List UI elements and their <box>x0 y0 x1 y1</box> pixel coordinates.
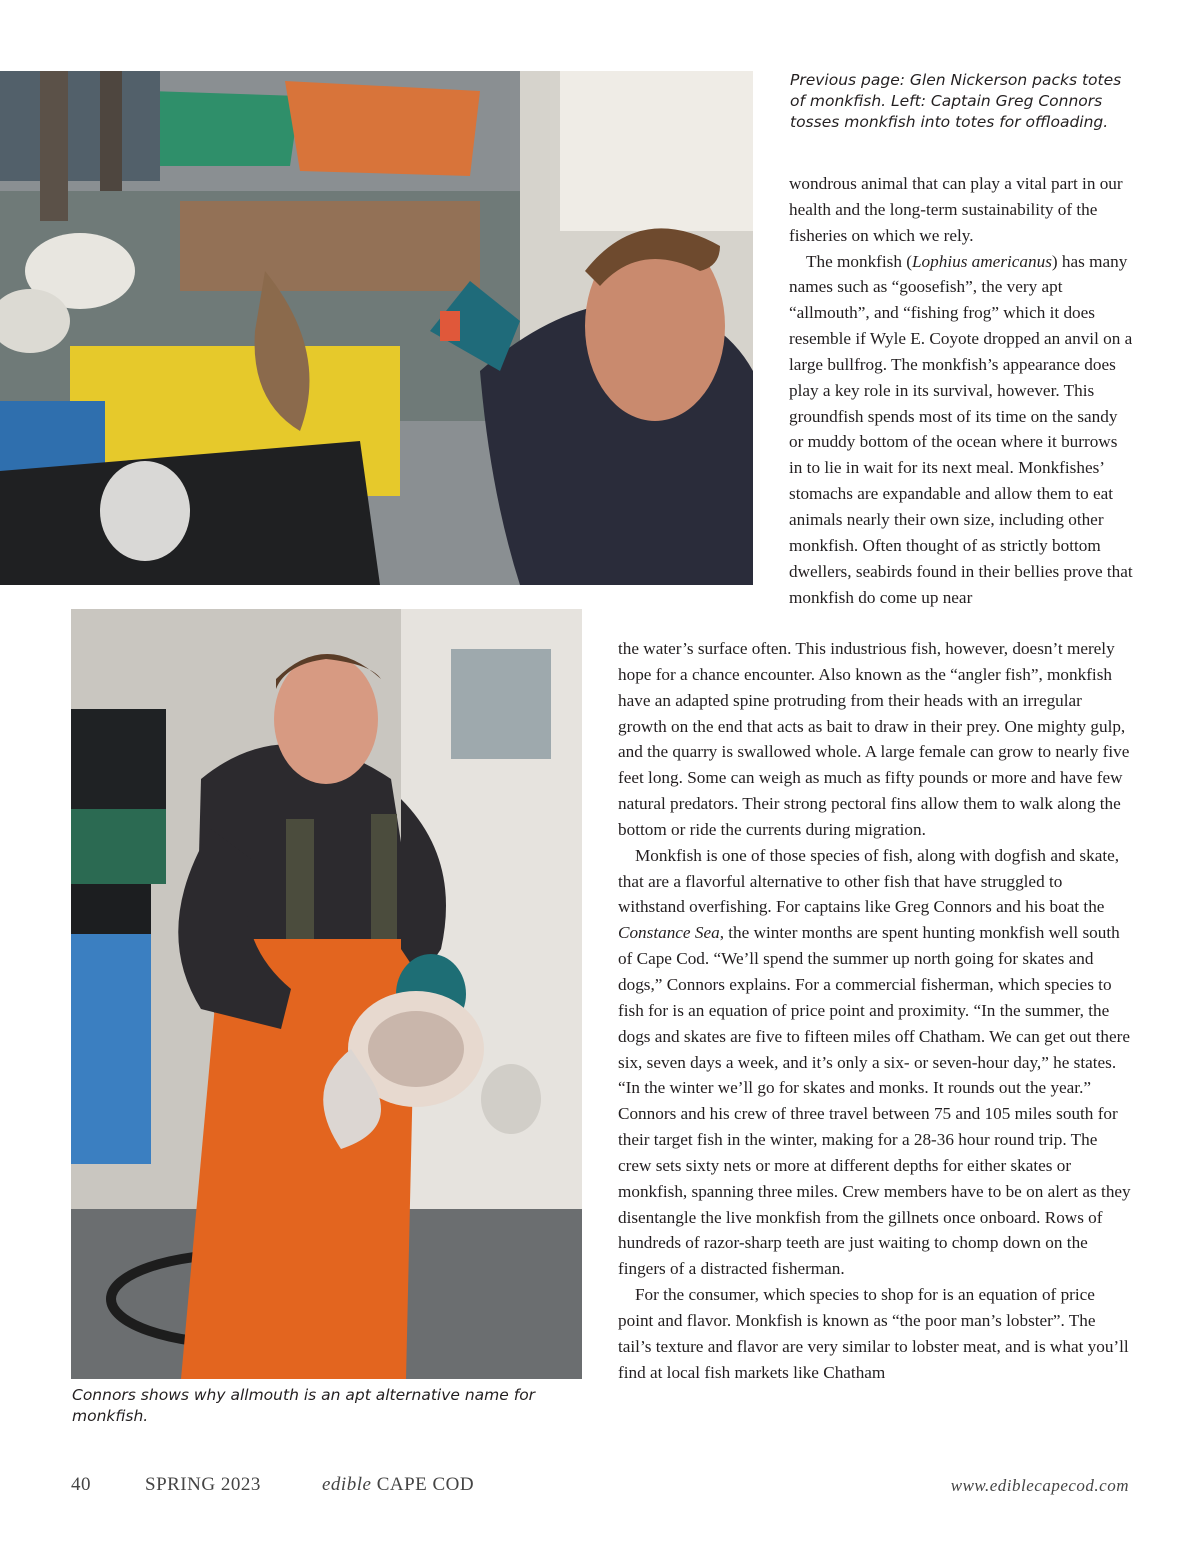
issue-label: SPRING 2023 <box>145 1474 261 1495</box>
article-paragraph: the water’s surface often. This industrious fish, however, doesn’t merely hope for a chance encounter. Also known as the “angler fish”, monkfish have an adapted spine protruding from their heads with an irregular growth on the end that acts as bait to draw in their prey. One mighty gulp, and the quarry is swallowed whole. A large female can grow to nearly five feet long. Some can weigh as much as fifty pounds or more and have few natural predators. Their strong pectoral fins allow them to walk along the bottom or ride the currents during migration. <box>618 639 1130 839</box>
article-paragraph <box>789 249 1134 611</box>
article-column-wide <box>618 636 1133 1385</box>
article-text: The monkfish ( <box>806 251 912 271</box>
magazine-name-rest: CAPE COD <box>371 1474 475 1495</box>
boat-name: Constance Sea <box>618 923 720 943</box>
photo-caption-bottom: Connors shows why allmouth is an apt alternative name for monkfish. <box>72 1386 536 1425</box>
photo-connors-holding-monkfish <box>71 609 582 1379</box>
latin-name: Lophius americanus <box>911 251 1052 271</box>
article-column-narrow <box>789 171 1134 610</box>
magazine-name <box>322 1474 474 1496</box>
magazine-name-italic: edible <box>322 1474 372 1495</box>
article-text: , the winter months are spent hunting monkfish well south of Cape Cod. “We’ll spend the summer up north going for skates and dogs,” Connors explains. For a commercial fisherman, which species to fish for is an equation of price point and proximity. “In the summer, the dogs and skates are five to fifteen miles off Chatham. We can get out there six, seven days a week, and it’s only a six- or seven-hour day,” he states. “In the winter we’ll go for skates and monks. It rounds out the year.” Connors and his crew of three travel between 75 and 105 miles south for their target fish in the winter, making for a 28-36 hour round trip. The crew sets sixty nets or more at different depths for either skates or monkfish, spanning three miles. Crew members have to be on alert as they disentangle the live monkfish from the gillnets once onboard. Rows of hundreds of razor-sharp teeth are just waiting to chomp down on the fingers of a distracted fisherman. <box>618 923 1131 1279</box>
article-paragraph: wondrous animal that can play a vital part in our health and the long-term sustainability of the fisheries on which we rely. <box>789 174 1123 245</box>
article-text: ) has many names such as “goosefish”, the very apt “allmouth”, and “fishing frog” which it does resemble if Wyle E. Coyote dropped an anvil on a large bullfrog. The monkfish’s appearance does play a key role in its survival, however. This groundfish spends most of its time on the sandy or muddy bottom of the ocean where it burrows in to lie in wait for its next meal. Monkfishes’ stomachs are expandable and allow them to eat animals nearly their own size, including other monkfish. Often thought of as strictly bottom dwellers, seabirds found in their bellies prove that monkfish do come up near <box>789 251 1133 607</box>
website-url: www.ediblecapecod.com <box>950 1476 1129 1495</box>
article-paragraph: For the consumer, which species to shop for is an equation of price point and flavor. Monkfish is known as “the poor man’s lobster”. The tail’s texture and flavor are very similar to lobster meat, and is what you’ll find at local fish markets like Chatham <box>618 1285 1129 1382</box>
page-number: 40 <box>71 1474 91 1495</box>
photo-captain-tossing-monkfish <box>0 71 753 585</box>
article-paragraph <box>618 843 1133 1282</box>
article-text: Monkfish is one of those species of fish, along with dogfish and skate, that are a flavorful alternative to other fish that have struggled to withstand overfishing. For captains like Greg Connors and his boat the <box>618 845 1120 917</box>
photo-caption-top: Previous page: Glen Nickerson packs totes of monkfish. Left: Captain Greg Connors tosses monkfish into totes for offloading. <box>790 71 1122 131</box>
